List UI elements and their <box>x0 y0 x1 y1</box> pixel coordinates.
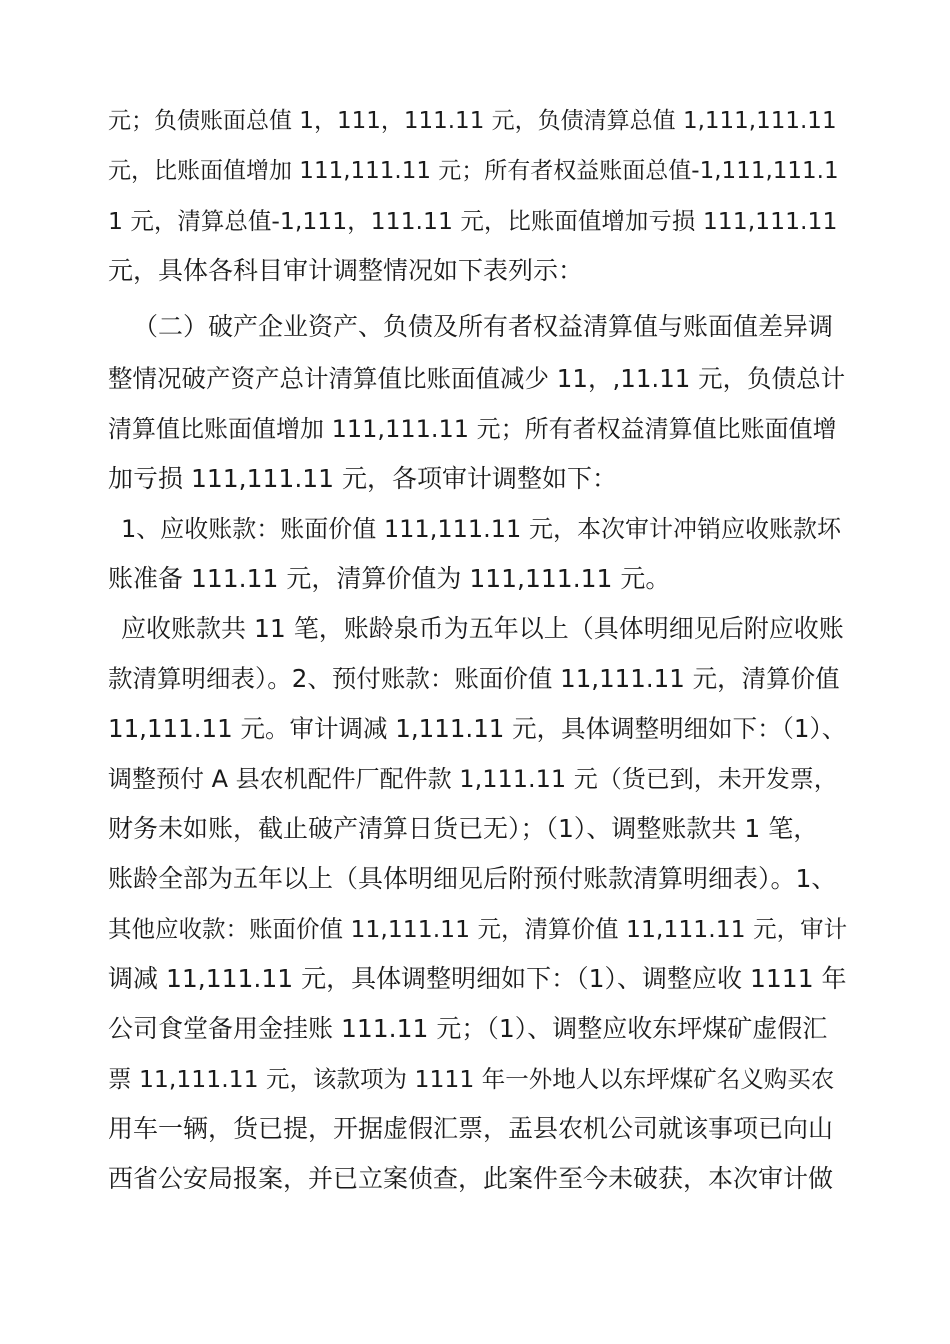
text-line: 加亏损 111,111.11 元，各项审计调整如下： <box>108 464 618 493</box>
text-line: 元，具体各科目审计调整情况如下表列示： <box>108 256 584 285</box>
text-line: 款清算明细表）。2、预付账款：账面价值 11,111.11 元，清算价值 <box>108 664 840 693</box>
text-line: 11,111.11 元。审计调减 1,111.11 元，具体调整明细如下：（1）、 <box>108 714 847 743</box>
text-line: 其他应收款：账面价值 11,111.11 元，清算价值 11,111.11 元，审计 <box>108 915 848 943</box>
section-heading-line: （二）破产企业资产、负债及所有者权益清算值与账面值差异调 <box>133 312 834 341</box>
text-line: 用车一辆，货已提，开据虚假汇票，盂县农机公司就该事项已向山 <box>108 1114 834 1143</box>
text-line: 调整预付 A 县农机配件厂配件款 1,111.11 元（货已到，未开发票， <box>108 765 838 793</box>
text-line: 调减 11,111.11 元，具体调整明细如下：（1）、调整应收 1111 年 <box>108 964 847 993</box>
text-line: 票 11,111.11 元，该款项为 1111 年一外地人以东坪煤矿名义购买农 <box>108 1065 835 1093</box>
text-line: 西省公安局报案，并已立案侦查，此案件至今未破获，本次审计做 <box>108 1164 834 1193</box>
text-line: 元，比账面值增加 111,111.11 元；所有者权益账面总值-1,111,111.1 <box>108 158 839 184</box>
text-line: 整情况破产资产总计清算值比账面值减少 11，,11.11 元，负债总计 <box>108 364 846 393</box>
text-line: 清算值比账面值增加 111,111.11 元；所有者权益清算值比账面值增 <box>108 415 837 443</box>
text-line: 财务未如账，截止破产清算日货已无）；（1）、调整账款共 1 笔， <box>108 814 819 843</box>
text-line: 公司食堂备用金挂账 111.11 元；（1）、调整应收东坪煤矿虚假汇 <box>108 1014 828 1043</box>
text-line: 1、应收账款：账面价值 111,111.11 元，本次审计冲销应收账款坏 <box>121 515 841 543</box>
text-line: 应收账款共 11 笔，账龄泉币为五年以上（具体明细见后附应收账 <box>121 614 844 643</box>
text-line: 元；负债账面总值 1，111，111.11 元，负债清算总值 1,111,111.11 <box>108 108 837 134</box>
text-line: 账龄全部为五年以上（具体明细见后附预付账款清算明细表）。1、 <box>108 864 837 893</box>
text-line: 账准备 111.11 元，清算价值为 111,111.11 元。 <box>108 564 671 593</box>
text-line: 1 元，清算总值-1,111，111.11 元，比账面值增加亏损 111,111.11 <box>108 207 838 235</box>
